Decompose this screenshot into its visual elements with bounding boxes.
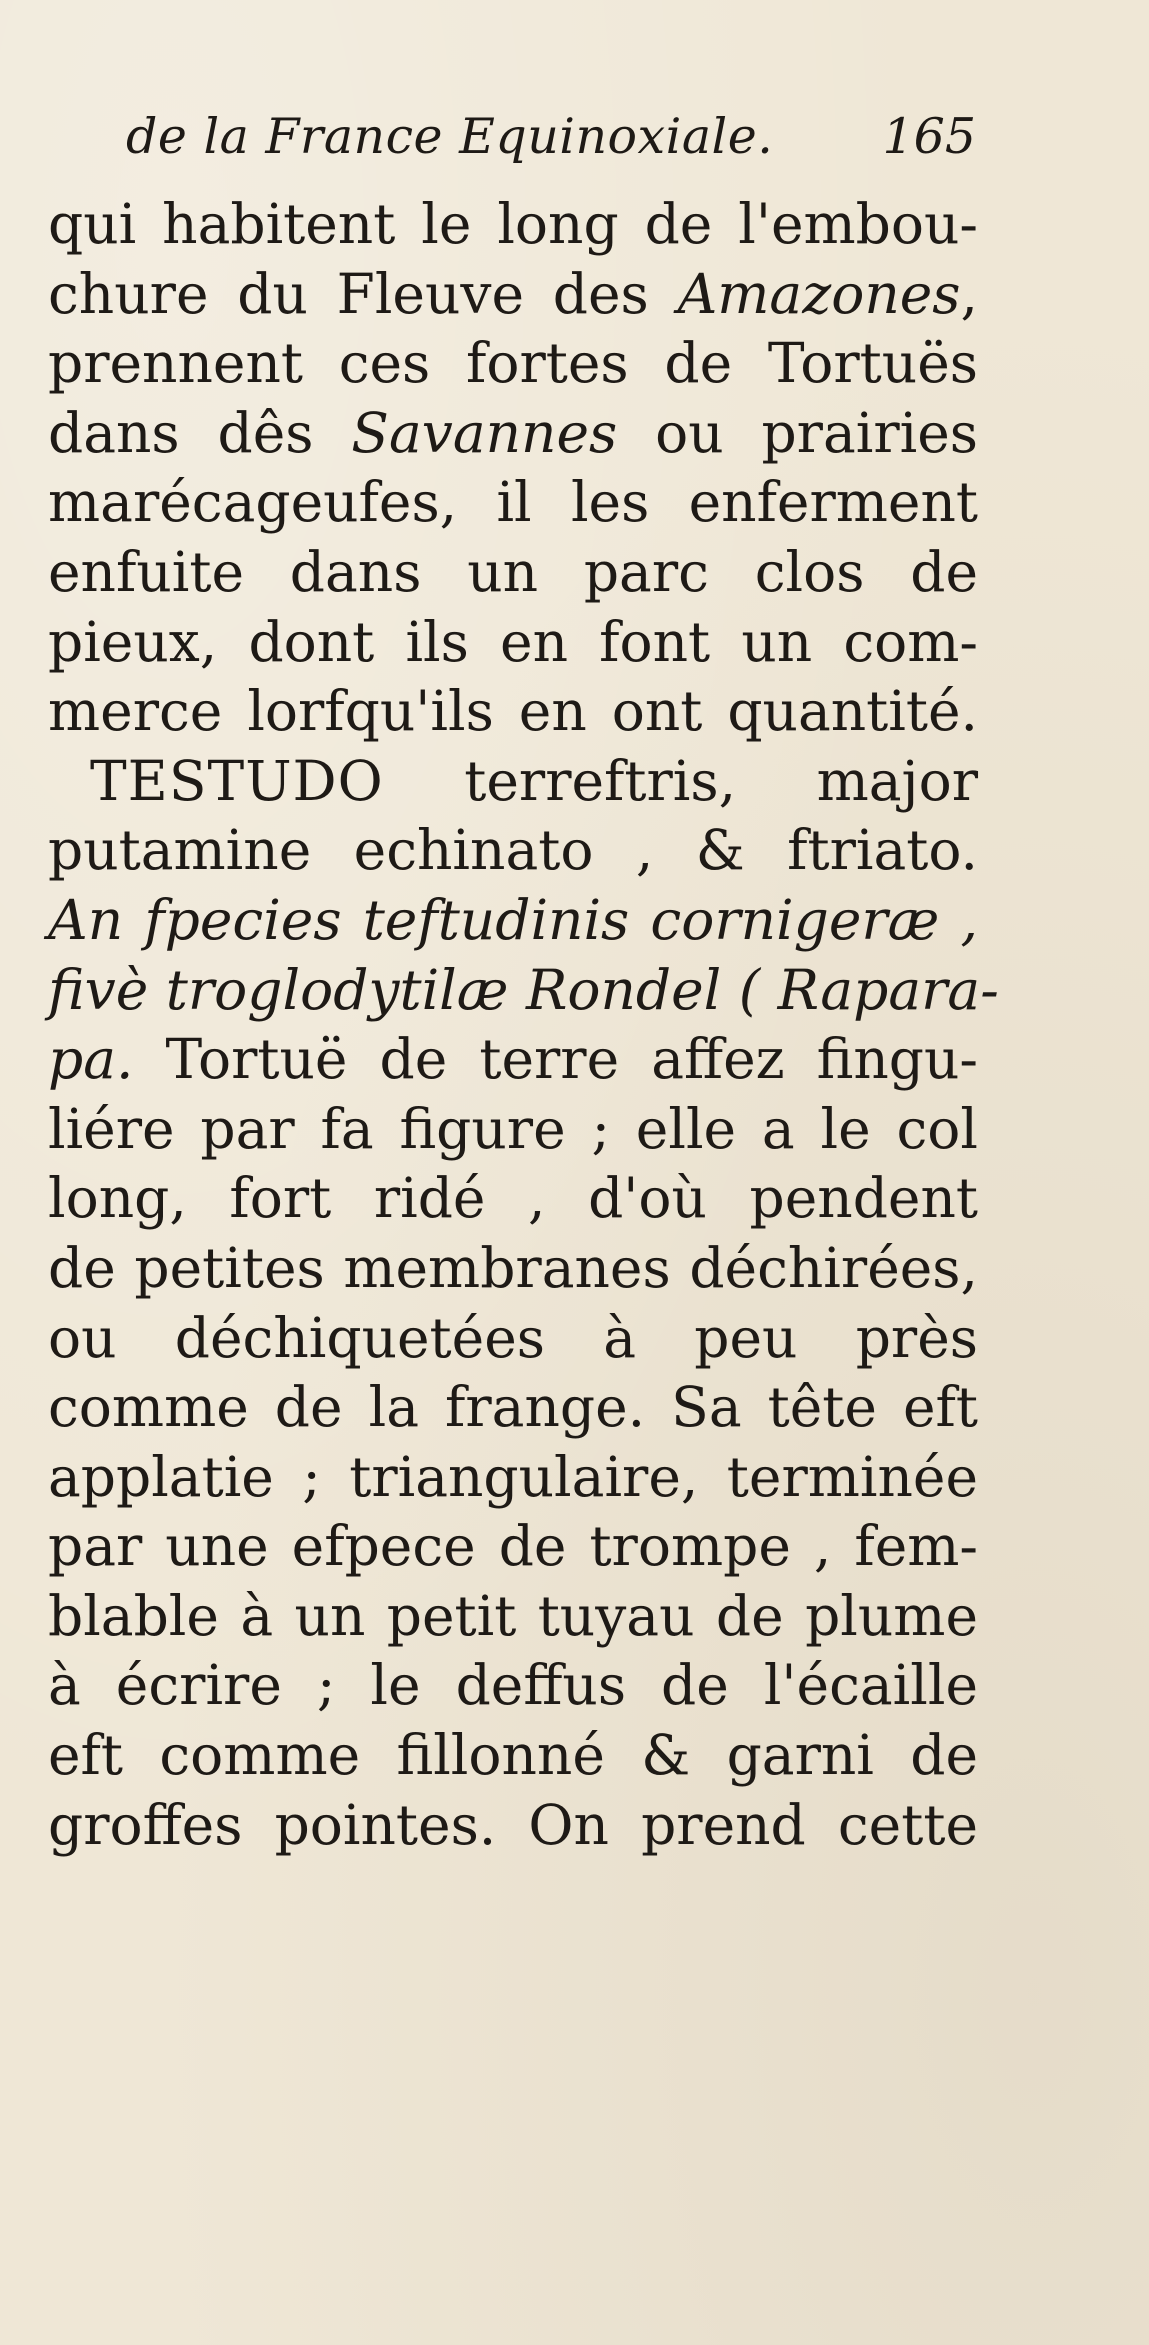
text-run: enfuite dans un parc clos de [48,539,978,604]
text-line [48,886,978,956]
text-run: chure du Fleuve des [48,261,678,326]
italic-text-run: An fpecies teftudinis cornigeræ , [48,887,978,952]
italic-text-run: Savannes [351,400,618,465]
italic-text-run: fivè troglodytilæ Rondel ( Rapara- [48,957,999,1022]
text-run: Tortuë de terre affez fingu- [133,1027,978,1092]
body-text [48,190,999,1860]
text-line [48,1651,978,1721]
text-run: putamine echinato , & ftriato. [48,818,978,883]
text-run: qui habitent le long de l'embou- [48,192,978,256]
text-run: blable à un petit tuyau de plume [48,1583,978,1648]
running-title: de la France Equinoxiale. [126,108,774,165]
text-run: marécageufes, il les enferment [48,470,978,535]
text-line [48,1304,978,1374]
text-run: liére par fa figure ; elle a le col [48,1096,978,1161]
text-line [48,1721,978,1791]
text-line [48,399,978,469]
text-line [48,1025,978,1095]
text-run: ou déchiquetées à peu près [48,1305,978,1370]
text-line [48,1095,978,1165]
text-run: , [960,261,978,326]
text-line [48,608,978,678]
text-run: dans dês [48,400,352,465]
text-run: long, fort ridé , d'où pendent [48,1166,978,1231]
text-run: par une efpece de trompe , fem- [48,1514,978,1579]
page-number: 165 [882,108,976,165]
text-run: prennent ces fortes de Tortuës [48,331,978,396]
text-line [48,747,978,817]
text-run: de petites membranes déchirées, [48,1235,978,1300]
text-run: pieux, dont ils en font un com- [48,609,978,674]
text-line [48,468,978,538]
text-run: groffes pointes. On prend cette [48,1792,978,1857]
italic-text-run: Amazones [677,261,961,326]
text-line [48,1443,978,1513]
page-header [126,108,976,178]
text-line [48,190,978,260]
text-line [48,677,978,747]
text-line [48,956,999,1026]
italic-text-run: pa. [48,1027,134,1092]
text-line [48,538,978,608]
text-line [48,260,978,330]
text-line [48,1512,978,1582]
text-run: eft comme fillonné & garni de [48,1723,978,1788]
text-run: terreftris, major [383,748,978,813]
text-run: applatie ; triangulaire, terminée [48,1444,978,1509]
text-run: merce lorfqu'ils en ont quantité. [48,679,978,744]
text-run: ou prairies [617,400,978,465]
text-run: comme de la frange. Sa tête eft [48,1375,978,1440]
text-line [48,1791,978,1861]
text-run: à écrire ; le deffus de l'écaille [48,1653,978,1718]
text-line [48,329,978,399]
text-line [48,1164,978,1234]
text-line [48,1373,978,1443]
text-run: TESTUDO [90,748,384,813]
text-line [48,1234,978,1304]
text-line [48,1582,978,1652]
text-line [48,816,978,886]
